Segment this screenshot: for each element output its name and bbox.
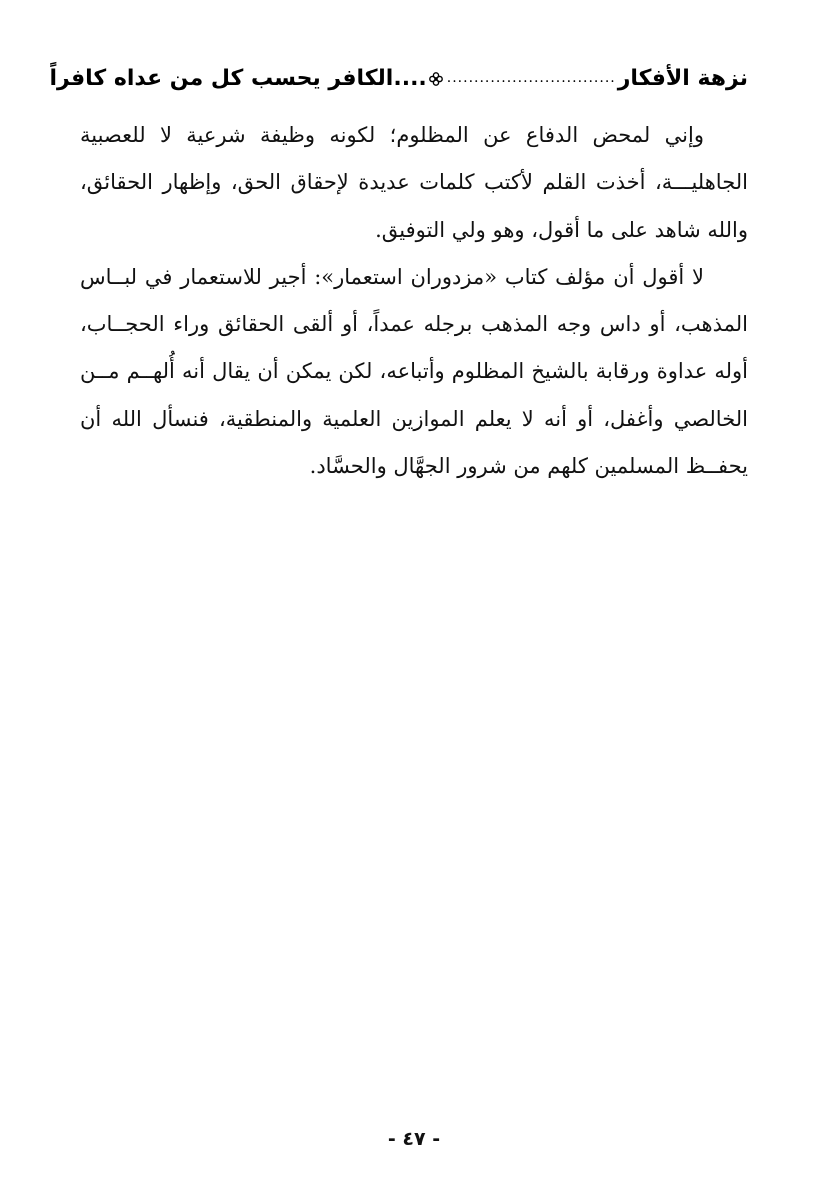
- flower-ornament-icon: [429, 71, 443, 85]
- page-number: - ٤٧ -: [387, 1128, 441, 1150]
- chapter-title: ....الكافر يحسب كل من عداه كافراً: [49, 65, 427, 91]
- paragraph: لا أقول أن مؤلف كتاب «مزدوران استعمار»: أجير للاستعمار في لبــاس المذهب، أو داس وجه المذهب برجله عمداً، أو ألقى الحقائق وراء الحجــاب، أوله عداوة ورقابة بالشيخ المظلوم وأتباعه، لكن يمكن أن يقال أنه أُلهــم مــن الخالصي وأغفل، أو أنه لا يعلم الموازين العلمية والمنطقية، فنسأل الله أن يحفــظ المسلمين كلهم من شرور الجهَّال والحسَّاد.: [80, 264, 748, 479]
- leader-dots: ...............................: [446, 70, 616, 86]
- paragraph: وإني لمحض الدفاع عن المظلوم؛ لكونه وظيفة شرعية لا للعصبية الجاهليـــة، أخذت القلم لأكتب كلمات عديدة لإحقاق الحق، وإظهار الحقائق، والله شاهد على ما أقول، وهو ولي التوفيق.: [80, 123, 748, 242]
- page-body: [80, 112, 748, 490]
- book-title: نزهة الأفكار: [617, 65, 748, 91]
- running-header: [49, 58, 748, 98]
